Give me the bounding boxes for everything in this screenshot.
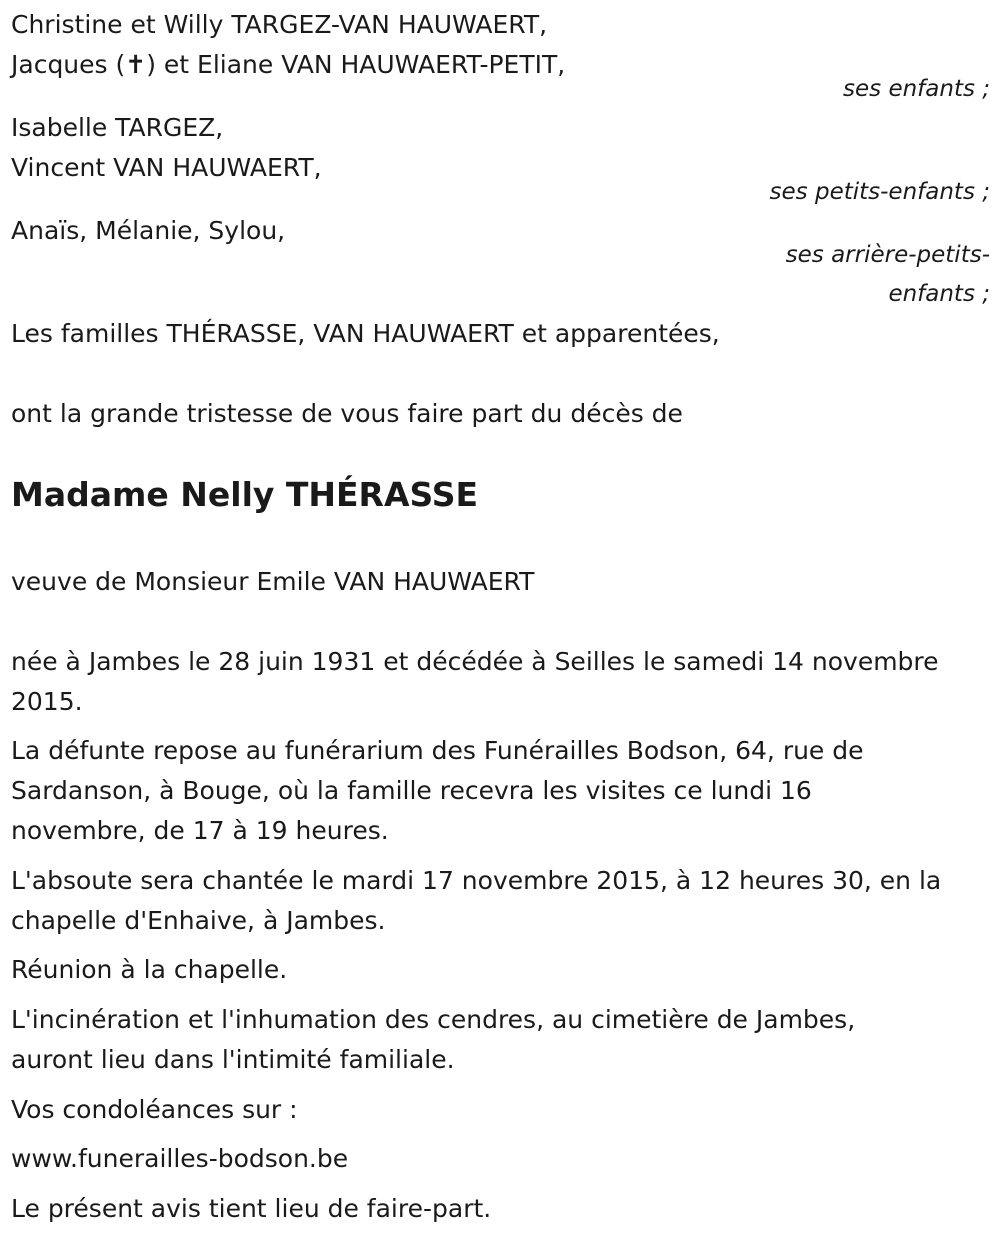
announcement-line: ont la grande tristesse de vous faire part du décès de: [11, 399, 683, 428]
deceased-name: Madame Nelly THÉRASSE: [11, 475, 479, 514]
closing-line: Le présent avis tient lieu de faire-part.: [11, 1194, 492, 1223]
children-line-1: Christine et Willy TARGEZ-VAN HAUWAERT,: [11, 10, 548, 39]
grandchildren-line-1: Isabelle TARGEZ,: [11, 113, 224, 142]
birth-death-line-1: née à Jambes le 28 juin 1931 et décédée à Seilles le samedi 14 novembre: [11, 647, 939, 676]
cremation-line-1: L'incinération et l'inhumation des cendres, au cimetière de Jambes,: [11, 1005, 856, 1034]
widow-of-line: veuve de Monsieur Emile VAN HAUWAERT: [11, 567, 535, 596]
meeting-line: Réunion à la chapelle.: [11, 955, 288, 984]
families-line: Les familles THÉRASSE, VAN HAUWAERT et apparentées,: [11, 319, 720, 348]
grandchildren-role: ses petits-enfants ;: [769, 179, 990, 205]
cremation-line-2: auront lieu dans l'intimité familiale.: [11, 1045, 455, 1074]
visitation-line-3: novembre, de 17 à 19 heures.: [11, 816, 389, 845]
visitation-line-1: La défunte repose au funérarium des Funérailles Bodson, 64, rue de: [11, 736, 864, 765]
service-line-2: chapelle d'Enhaive, à Jambes.: [11, 906, 386, 935]
condolences-link[interactable]: www.funerailles-bodson.be: [11, 1144, 349, 1173]
birth-death-line-2: 2015.: [11, 687, 83, 716]
great-grandchildren-role-1: ses arrière-petits-: [785, 242, 990, 268]
great-grandchildren-role-2: enfants ;: [888, 281, 990, 307]
children-line-2: Jacques (✝) et Eliane VAN HAUWAERT-PETIT,: [11, 50, 566, 79]
great-grandchildren-line: Anaïs, Mélanie, Sylou,: [11, 216, 286, 245]
condolences-label: Vos condoléances sur :: [11, 1095, 298, 1124]
visitation-line-2: Sardanson, à Bouge, où la famille recevra les visites ce lundi 16: [11, 776, 812, 805]
grandchildren-line-2: Vincent VAN HAUWAERT,: [11, 153, 322, 182]
children-role: ses enfants ;: [843, 76, 990, 102]
service-line-1: L'absoute sera chantée le mardi 17 novembre 2015, à 12 heures 30, en la: [11, 866, 942, 895]
